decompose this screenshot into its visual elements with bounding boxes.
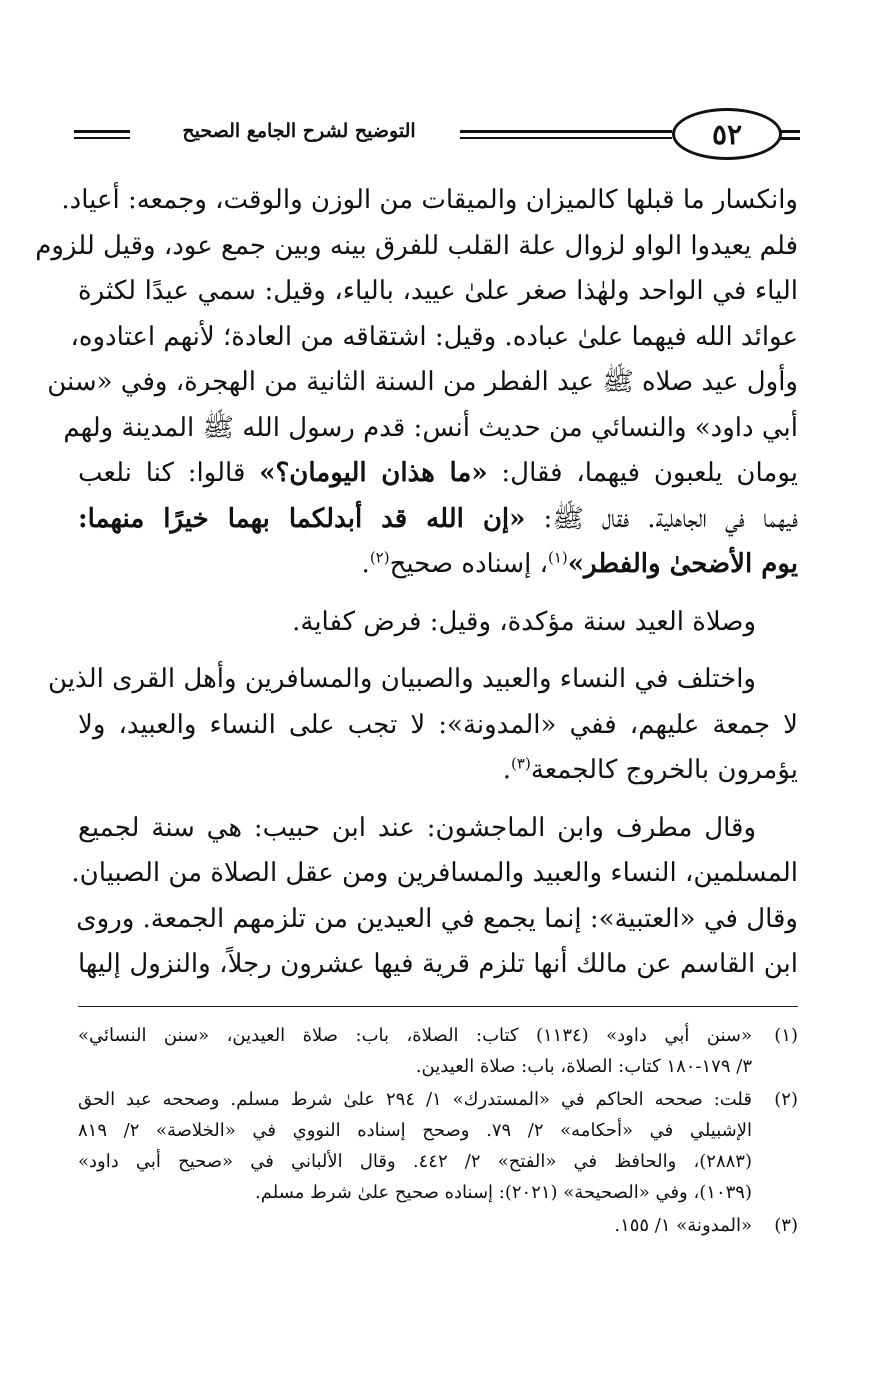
text-line: واختلف في النساء والعبيد والصبيان والمسافرين وأهل القرى الذين bbox=[48, 664, 756, 694]
hadith-quote: يوم الأضحىٰ والفطر» bbox=[567, 549, 798, 579]
text-line: وقال في «العتبية»: إنما يجمع في العيدين من تلزمهم الجمعة. وروى bbox=[76, 903, 798, 934]
text-line: وانكسار ما قبلها كالميزان والميقات من الوزن والوقت، وجمعه: أعياد. bbox=[61, 185, 798, 215]
footnote bbox=[78, 1210, 798, 1241]
footnote-divider bbox=[78, 1006, 798, 1007]
footnote-ref: (٣) bbox=[511, 754, 531, 773]
footnote-line: قلت: صححه الحاكم في «المستدرك» ١/ ٢٩٤ علىٰ شرط مسلم. وصححه عبد الحق bbox=[78, 1089, 752, 1110]
text-line: عوائد الله فيهما علىٰ عباده. وقيل: اشتقاقه من العادة؛ لأنهم اعتادوه، bbox=[70, 321, 798, 352]
text-line: المسلمين، النساء والعبيد والمسافرين ومن عقل الصلاة من الصبيان. bbox=[71, 858, 798, 888]
text-line: ابن القاسم عن مالك أنها تلزم قرية فيها عشرون رجلاً، والنزول إليها bbox=[78, 949, 798, 979]
page-header bbox=[70, 108, 800, 164]
text-line: الياء في الواحد ولهٰذا صغر علىٰ عييد، بالياء، وقيل: سمي عيدًا لكثرة bbox=[78, 276, 798, 306]
page-number: ٥٢ bbox=[672, 108, 782, 160]
salla-ligature: ﷺ bbox=[202, 412, 234, 443]
text-line: يؤمرون بالخروج كالجمعة$^{(٣)}$. bbox=[502, 754, 798, 785]
text-line: وقال مطرف وابن الماجشون: عند ابن حبيب: هي سنة لجميع bbox=[78, 812, 756, 843]
main-text bbox=[35, 178, 799, 988]
footnote-ref: (٢) bbox=[369, 548, 390, 567]
text-line: فلم يعيدوا الواو لزوال علة القلب للفرق بينه وبين جمع عود، وقيل للزوم bbox=[35, 230, 798, 261]
hadith-quote: «ما هذان اليومان؟» bbox=[259, 458, 488, 488]
footnote bbox=[78, 1084, 798, 1208]
footnote-line: (١٠٣٩)، وفي «الصحيحة» (٢٠٢١): إسناده صحيح علىٰ شرط مسلم. bbox=[255, 1182, 752, 1203]
footnote-number: (٢) bbox=[774, 1089, 798, 1110]
footnote-line: «سنن أبي داود» (١١٣٤) كتاب: الصلاة، باب: صلاة العيدين، «سنن النسائي» bbox=[78, 1025, 753, 1046]
footnote bbox=[78, 1020, 798, 1082]
header-rule-end bbox=[74, 130, 130, 139]
footnote-line: «المدونة» ١/ ١٥٥. bbox=[614, 1215, 752, 1236]
running-title: التوضيح لشرح الجامع الصحيح bbox=[182, 120, 416, 142]
text-line: وصلاة العيد سنة مؤكدة، وقيل: فرض كفاية. bbox=[292, 606, 756, 637]
salla-ligature: ﷺ bbox=[552, 503, 584, 534]
footnote-number: (١) bbox=[774, 1025, 798, 1046]
footnote-ref: (١) bbox=[547, 548, 568, 567]
footnote-line: الإشبيلي في «أحكامه» ٢/ ٧٩. وصحح إسناده النووي في «الخلاصة» ٢/ ٨١٩ bbox=[78, 1120, 753, 1141]
text-line: يومان يلعبون فيهما، فقال: «ما هذان اليومان؟» قالوا: كنا نلعب bbox=[78, 458, 799, 488]
text-line: يوم الأضحىٰ والفطر»$^{(١)}$، إسناده صحيح$^{(٢)}$. bbox=[361, 548, 798, 579]
text-line: لا جمعة عليهم، ففي «المدونة»: لا تجب على النساء والعبيد، ولا bbox=[78, 709, 798, 740]
text-line: أبي داود» والنسائي من حديث أنس: قدم رسول الله ﷺ المدينة ولهم bbox=[63, 412, 798, 443]
text-line: فيهما في الجاهلية. فقال ﷺ: «إن الله قد أبدلكما بهما خيرًا منهما: bbox=[78, 503, 798, 534]
footnote-number: (٣) bbox=[774, 1215, 798, 1236]
footnote-line: (٢٨٨٣)، والحافظ في «الفتح» ٢/ ٤٤٢. وقال الألباني في «صحيح أبي داود» bbox=[78, 1151, 752, 1172]
text-line: وأول عيد صلاه ﷺ عيد الفطر من السنة الثانية من الهجرة، وفي «سنن bbox=[47, 367, 798, 397]
hadith-quote: «إن الله قد أبدلكما بهما خيرًا منهما: bbox=[78, 503, 526, 534]
footnote-line: ٣/ ١٧٩-١٨٠ كتاب: الصلاة، باب: صلاة العيدين. bbox=[415, 1056, 752, 1077]
header-rule bbox=[460, 130, 672, 139]
salla-ligature: ﷺ bbox=[602, 367, 634, 397]
footnotes bbox=[78, 1020, 798, 1243]
